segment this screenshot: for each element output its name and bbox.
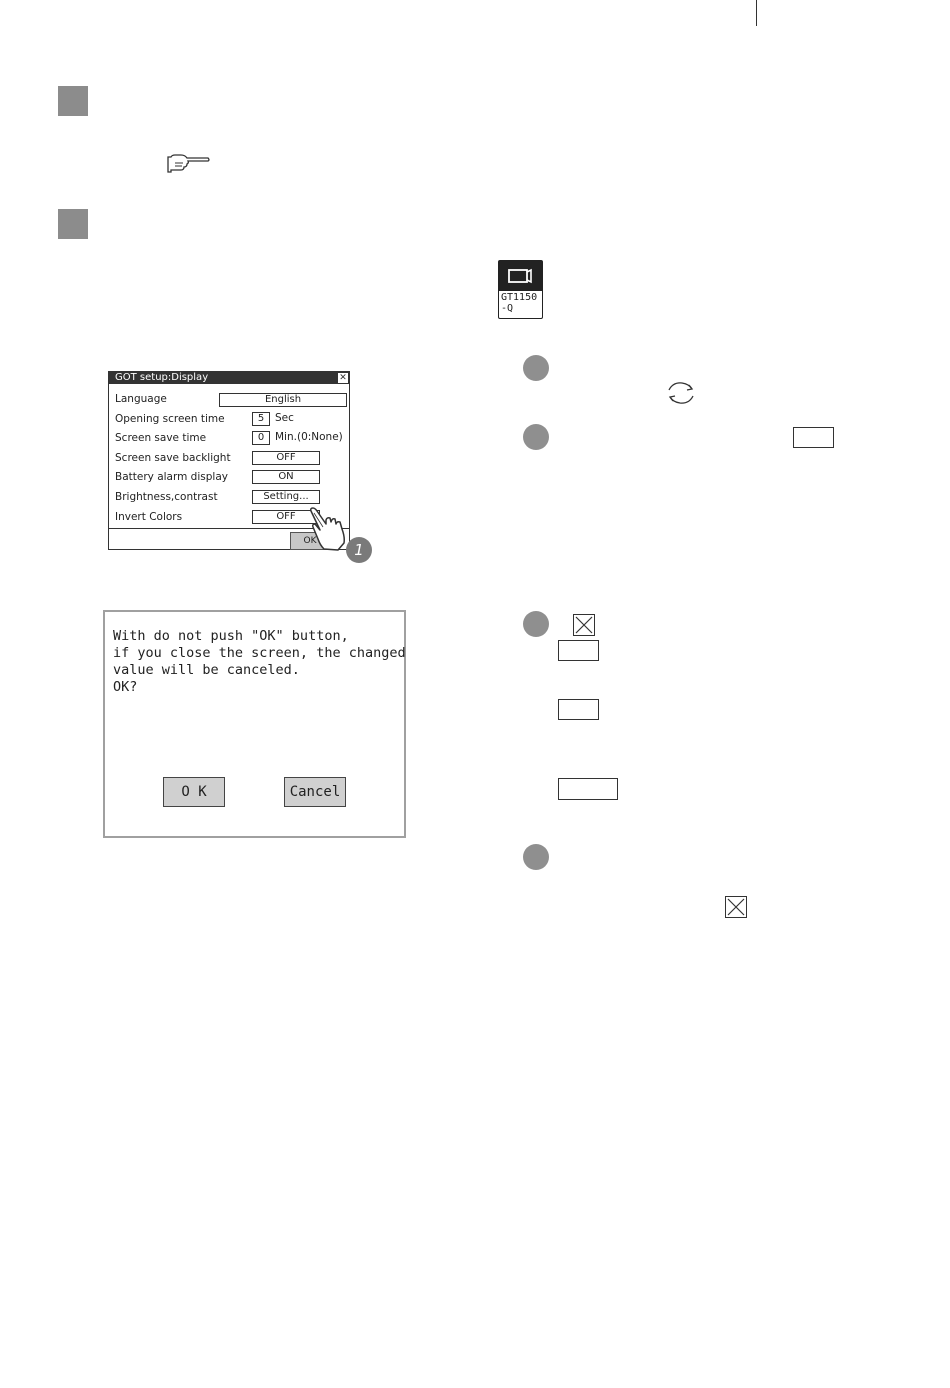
inline-button-box-3: [558, 699, 599, 720]
section-marker-1: [58, 86, 88, 116]
language-value[interactable]: English: [219, 393, 347, 407]
battery-alarm-display-value[interactable]: ON: [252, 470, 320, 484]
step-circle-1: [523, 355, 549, 381]
callout-badge-1: 1: [346, 537, 372, 563]
invert-colors-label: Invert Colors: [115, 511, 183, 523]
screen-save-time-unit: Min.(0:None): [275, 431, 343, 443]
dialog-message-line-4: OK?: [113, 679, 138, 695]
brightness-contrast-label: Brightness,contrast: [115, 491, 218, 503]
dialog-cancel-button[interactable]: Cancel: [284, 777, 346, 807]
window-title: GOT setup:Display: [115, 372, 209, 383]
close-box-icon: [725, 896, 747, 918]
ok-button[interactable]: OK: [290, 532, 330, 550]
step-circle-2: [523, 424, 549, 450]
touching-hand-icon: [308, 505, 350, 551]
inline-button-box-2: [558, 640, 599, 661]
refresh-arrows-icon: [665, 379, 697, 407]
dialog-message-line-2: if you close the screen, the changed: [113, 645, 406, 661]
pointing-hand-icon: [167, 153, 211, 175]
step-circle-4: [523, 844, 549, 870]
opening-screen-time-unit: Sec: [275, 412, 294, 424]
screen-save-time-value[interactable]: 0: [252, 431, 270, 445]
inline-button-box-4: [558, 778, 618, 800]
screen-save-time-label: Screen save time: [115, 432, 207, 444]
invert-colors-value[interactable]: OFF: [252, 510, 320, 524]
gt1150-model-icon: [498, 260, 543, 319]
display-icon: [499, 261, 542, 291]
language-label: Language: [115, 393, 167, 405]
window-title-bar: [109, 372, 349, 384]
close-icon[interactable]: ✕: [339, 373, 347, 383]
model-label: GT1150 -Q: [501, 292, 538, 314]
dialog-ok-button[interactable]: O K: [163, 777, 225, 807]
section-marker-2: [58, 209, 88, 239]
step-circle-3: [523, 611, 549, 637]
dialog-message-line-3: value will be canceled.: [113, 662, 300, 678]
page-edge-marker: [756, 0, 757, 26]
screen-save-backlight-value[interactable]: OFF: [252, 451, 320, 465]
model-icon-header: [499, 261, 542, 291]
opening-screen-time-label: Opening screen time: [115, 413, 225, 425]
dialog-message-line-1: With do not push "OK" button,: [113, 628, 349, 644]
screen-save-backlight-label: Screen save backlight: [115, 452, 231, 464]
brightness-contrast-setting-button[interactable]: Setting...: [252, 490, 320, 504]
close-box-icon: [573, 614, 595, 636]
opening-screen-time-value[interactable]: 5: [252, 412, 270, 426]
battery-alarm-display-label: Battery alarm display: [115, 471, 228, 483]
inline-button-box-1: [793, 427, 834, 448]
cancel-confirm-dialog: [103, 610, 406, 838]
